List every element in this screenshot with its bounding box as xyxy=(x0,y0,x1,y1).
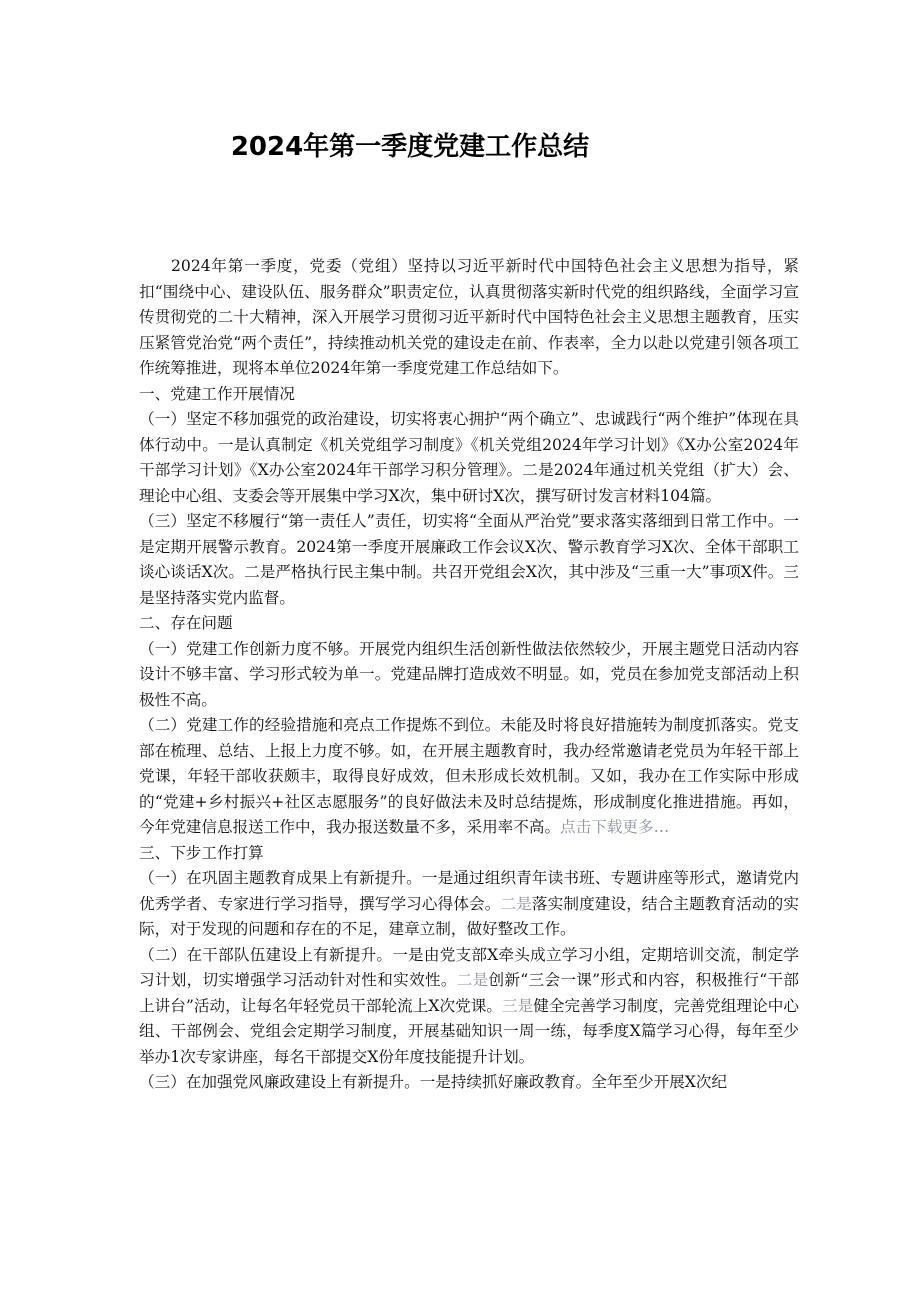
section3-paragraph-3: （三）在加强党风廉政建设上有新提升。一是持续抓好廉政教育。全年至少开展X次纪 xyxy=(139,1073,728,1091)
download-more-link[interactable]: 点击下载更多… xyxy=(560,818,670,836)
section2-paragraph-2-text: （二）党建工作的经验措施和亮点工作提炼不到位。未能及时将良好措施转为制度抓落实。党支部在梳理、总结、上报上力度不够。如，在开展主题教育时，我办经常邀请老党员为年轻干部上党课，年轻干部收获颇丰，取得良好成效，但未形成长效机制。又如，我办在工作实际中形成的“党建+乡村振兴+社区志愿服务”的良好做法未及时总结提炼，形成制度化推进措施。再如，今年党建信息报送工作中，我办报送数量不多，采用率不高。 xyxy=(139,716,799,836)
section3-p2-part-e: 健全完善学习制度，完善党组理论中心组、干部例会、党组会定期学习制度，开展基础知识一周一练，每季度X篇学习心得，每年至少举办1次专家讲座，每名干部提交X份年度技能提升计划。 xyxy=(139,996,799,1066)
section3-p2-part-a: （二）在干部队伍建设上有新提升。一是由党支部X牵头成立学习小组，定期培训交流，制定学习计划，切实增强学习活动针对性和实效性。 xyxy=(139,945,799,989)
section3-p2-part-c: 创新“三会一课”形式和内容，积极推行“干部上讲台”活动，让每名年轻党员干部轮流上X次党课。 xyxy=(139,971,799,1015)
section1-paragraph-2: （三）坚定不移履行“第一责任人”责任，切实将“全面从严治党”要求落实落细到日常工作中。一是定期开展警示教育。2024第一季度开展廉政工作会议X次、警示教育学习X次、全体干部职工谈心谈话X次。二是严格执行民主集中制。共召开党组会X次，其中涉及“三重一大”事项X件。三是坚持落实党内监督。 xyxy=(139,512,799,607)
intro-paragraph: 2024年第一季度，党委（党组）坚持以习近平新时代中国特色社会主义思想为指导，紧扣“围绕中心、建设队伍、服务群众”职责定位，认真贯彻落实新时代党的组织路线，全面学习宣传贯彻党的二十大精神，深入开展学习贯彻习近平新时代中国特色社会主义思想主题教育，压实压紧管党治党“两个责任”，持续推动机关党的建设走在前、作表率，全力以赴以党建引领各项工作统筹推进，现将本单位2024年第一季度党建工作总结如下。 xyxy=(139,257,799,377)
section-heading-1: 一、党建工作开展情况 xyxy=(139,384,295,403)
section2-paragraph-2 xyxy=(139,713,799,841)
section-heading-3: 三、下步工作打算 xyxy=(139,843,264,862)
document-title: 2024年第一季度党建工作总结 xyxy=(230,132,590,162)
section3-p2-part-d: 三是 xyxy=(502,996,534,1015)
document-body xyxy=(139,254,799,1096)
section3-p1-part-c: 落实制度建设，结合主题教育活动的实际，对于发现的问题和存在的不足，建章立制，做好整改工作。 xyxy=(139,894,799,938)
section3-paragraph-2 xyxy=(139,943,799,1071)
section2-paragraph-1: （一）党建工作创新力度不够。开展党内组织生活创新性做法依然较少，开展主题党日活动内容设计不够丰富、学习形式较为单一。党建品牌打造成效不明显。如，党员在参加党支部活动上积极性不高。 xyxy=(139,639,799,709)
section-heading-2: 二、存在问题 xyxy=(139,614,233,632)
section3-p1-part-b: 二是 xyxy=(500,894,532,913)
section3-p2-part-b: 二是 xyxy=(456,971,489,989)
section3-paragraph-1 xyxy=(139,866,799,943)
section3-p1-part-a: （一）在巩固主题教育成果上有新提升。一是通过组织青年读书班、专题讲座等形式，邀请党内优秀学者、专家进行学习指导，撰写学习心得体会。 xyxy=(139,869,799,913)
section1-paragraph-1: （一）坚定不移加强党的政治建设，切实将衷心拥护“两个确立”、忠诚践行“两个维护”体现在具体行动中。一是认真制定《机关党组学习制度》《机关党组2024年学习计划》《X办公室2024年干部学习计划》《X办公室2024年干部学习积分管理》。二是2024年通过机关党组（扩大）会、理论中心组、支委会等开展集中学习X次，集中研讨X次，撰写研讨发言材料104篇。 xyxy=(139,410,799,505)
